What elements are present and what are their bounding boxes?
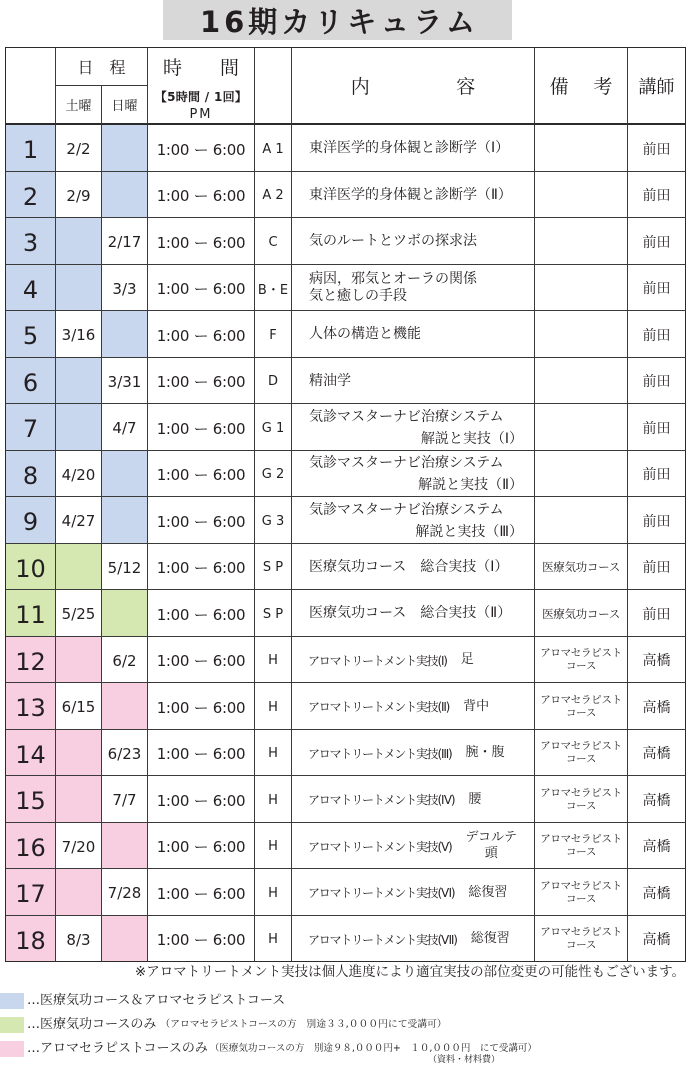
session-code: B・E: [255, 265, 292, 312]
session-content: [292, 730, 535, 777]
remarks-header: 備 考: [535, 48, 628, 125]
treatment-area-line: デコルテ: [465, 830, 517, 846]
session-time: 1:00 ー 6:00: [148, 404, 255, 451]
instructor-name: 高橋: [628, 869, 686, 916]
sunday-date: 6/23: [102, 730, 148, 777]
remarks-line: アロマセラピスト: [540, 926, 622, 939]
session-time: 1:00 ー 6:00: [148, 451, 255, 498]
session-content: [292, 544, 535, 591]
content-text-block: [309, 187, 512, 204]
content-line-2: 気と癒しの手段: [309, 288, 407, 305]
remarks-line: コース: [565, 846, 597, 859]
session-time: 1:00 ー 6:00: [148, 497, 255, 544]
saturday-date: [56, 869, 102, 916]
session-code: G 3: [255, 497, 292, 544]
content-title: アロマトリートメント実技(Ⅴ): [308, 839, 452, 854]
session-content: [292, 172, 535, 219]
instructor-name: 前田: [628, 590, 686, 637]
remarks-line: コース: [565, 892, 597, 905]
instructor-name: 前田: [628, 311, 686, 358]
time-header-label: 時 間: [162, 57, 239, 79]
saturday-date: 6/15: [56, 683, 102, 730]
instructor-name: 前田: [628, 125, 686, 172]
session-content: [292, 776, 535, 823]
saturday-date: [56, 730, 102, 777]
content-line-1: 医療気功コース 総合実技（Ⅱ）: [309, 605, 512, 622]
treatment-area: [463, 699, 489, 715]
legend-subnote: （資料・材料費）: [428, 1055, 501, 1065]
saturday-date: 4/20: [56, 451, 102, 498]
remarks-line: コース: [565, 753, 597, 766]
session-remarks: [535, 265, 628, 312]
sunday-date: [102, 916, 148, 963]
legend-label: …医療気功コース＆アロマセラピストコース: [27, 993, 286, 1008]
session-code: H: [255, 637, 292, 684]
treatment-area-line: 総復習: [468, 884, 508, 900]
session-number: 2: [6, 172, 56, 219]
session-remarks: [535, 637, 628, 684]
content-title: アロマトリートメント実技(Ⅳ): [308, 793, 455, 808]
sunday-date: [102, 497, 148, 544]
treatment-area: [466, 745, 505, 761]
session-remarks: [535, 218, 628, 265]
session-remarks: [535, 544, 628, 591]
instructor-name: 前田: [628, 404, 686, 451]
sunday-date: 2/17: [102, 218, 148, 265]
session-remarks: [535, 125, 628, 172]
session-content: [292, 823, 535, 870]
content-header: 内 容: [292, 48, 535, 125]
saturday-date: [56, 358, 102, 405]
saturday-date: 2/9: [56, 172, 102, 219]
session-content: [292, 311, 535, 358]
session-number: 15: [6, 776, 56, 823]
session-content: [292, 404, 535, 451]
legend-label: …アロマセラピストコースのみ: [27, 1041, 208, 1056]
session-code: H: [255, 823, 292, 870]
legend-item-qigong-only: [0, 1016, 447, 1033]
session-content: [292, 218, 535, 265]
session-time: 1:00 ー 6:00: [148, 823, 255, 870]
session-number: 7: [6, 404, 56, 451]
content-text-block: [309, 406, 534, 450]
treatment-area-line: 腰: [468, 791, 482, 807]
saturday-date: [56, 404, 102, 451]
legend-item-both-courses: [0, 992, 285, 1009]
remarks-line: コース: [565, 799, 597, 812]
session-number: 4: [6, 265, 56, 312]
session-code: S P: [255, 590, 292, 637]
content-title: アロマトリートメント実技(Ⅶ): [308, 932, 457, 947]
content-text-block: [309, 373, 351, 390]
session-number: 8: [6, 451, 56, 498]
sunday-date: [102, 172, 148, 219]
content-text-block: [309, 140, 509, 157]
session-time: 1:00 ー 6:00: [148, 125, 255, 172]
instructor-name: 前田: [628, 218, 686, 265]
saturday-date: [56, 218, 102, 265]
session-time: 1:00 ー 6:00: [148, 311, 255, 358]
sunday-date: [102, 590, 148, 637]
remarks-line: 医療気功コース: [542, 606, 620, 621]
treatment-area-line: 腕・腹: [465, 745, 505, 761]
curriculum-table: [5, 47, 686, 962]
content-line-1: 精油学: [309, 372, 351, 389]
session-time: 1:00 ー 6:00: [148, 683, 255, 730]
sunday-date: 3/31: [102, 358, 148, 405]
content-line-2: 解説と実技（Ⅲ）: [415, 523, 523, 540]
sunday-date: 3/3: [102, 265, 148, 312]
saturday-date: 8/3: [56, 916, 102, 963]
instructor-name: 前田: [628, 544, 686, 591]
instructor-header: 講師: [628, 48, 686, 125]
legend-swatch-green: [0, 1017, 24, 1033]
time-header-note: 【5時間 / 1回】: [154, 90, 248, 104]
session-remarks: [535, 776, 628, 823]
session-remarks: [535, 730, 628, 777]
sunday-date: [102, 451, 148, 498]
session-time: 1:00 ー 6:00: [148, 869, 255, 916]
content-line-2: 解説と実技（Ⅱ）: [418, 477, 523, 494]
sunday-date: 6/2: [102, 637, 148, 684]
session-number: 6: [6, 358, 56, 405]
session-content: [292, 358, 535, 405]
instructor-name: 高橋: [628, 823, 686, 870]
session-content: [292, 637, 535, 684]
sunday-date: [102, 311, 148, 358]
content-line-1: 医療気功コース 総合実技（Ⅰ）: [309, 558, 509, 575]
treatment-area-line: 背中: [463, 698, 490, 714]
session-number: 9: [6, 497, 56, 544]
remarks-line: コース: [565, 939, 597, 952]
sunday-date: [102, 125, 148, 172]
treatment-area: [468, 792, 481, 808]
code-header: [255, 48, 292, 125]
page-title: 16期カリキュラム: [163, 0, 512, 40]
instructor-name: 高橋: [628, 683, 686, 730]
sunday-date: 7/7: [102, 776, 148, 823]
content-text-block: [309, 605, 511, 622]
session-content: [292, 590, 535, 637]
treatment-area: [471, 931, 510, 947]
instructor-name: 高橋: [628, 730, 686, 777]
content-text-block: [309, 271, 477, 305]
content-text-block: [309, 233, 477, 250]
session-code: S P: [255, 544, 292, 591]
content-line-1: 東洋医学的身体観と診断学（Ⅱ）: [309, 186, 512, 203]
session-content: [292, 451, 535, 498]
instructor-name: 前田: [628, 265, 686, 312]
session-time: 1:00 ー 6:00: [148, 218, 255, 265]
content-text-block: [309, 559, 508, 576]
remarks-line: コース: [565, 706, 597, 719]
treatment-area-line: 足: [460, 652, 474, 668]
number-header: [6, 48, 56, 125]
remarks-line: アロマセラピスト: [540, 647, 622, 660]
treatment-area: [468, 885, 507, 901]
content-line-1: 気診マスターナビ治療システム: [309, 455, 504, 472]
sunday-date: 4/7: [102, 404, 148, 451]
instructor-name: 高橋: [628, 637, 686, 684]
session-content: [292, 683, 535, 730]
session-time: 1:00 ー 6:00: [148, 730, 255, 777]
session-number: 18: [6, 916, 56, 963]
session-code: H: [255, 916, 292, 963]
saturday-date: [56, 776, 102, 823]
session-code: A 2: [255, 172, 292, 219]
saturday-date: 3/16: [56, 311, 102, 358]
session-time: 1:00 ー 6:00: [148, 590, 255, 637]
session-remarks: [535, 916, 628, 963]
sunday-date: 5/12: [102, 544, 148, 591]
session-remarks: [535, 683, 628, 730]
content-line-1: 気診マスターナビ治療システム: [309, 408, 504, 425]
saturday-date: 4/27: [56, 497, 102, 544]
session-number: 14: [6, 730, 56, 777]
sunday-header: 日曜: [102, 86, 148, 125]
session-number: 16: [6, 823, 56, 870]
remarks-line: アロマセラピスト: [540, 740, 622, 753]
session-code: H: [255, 730, 292, 777]
saturday-header: 土曜: [56, 86, 102, 125]
session-number: 13: [6, 683, 56, 730]
session-code: C: [255, 218, 292, 265]
session-remarks: [535, 404, 628, 451]
content-title: アロマトリートメント実技(Ⅵ): [308, 886, 455, 901]
content-text-block: [309, 452, 534, 496]
saturday-date: 2/2: [56, 125, 102, 172]
session-code: F: [255, 311, 292, 358]
instructor-name: 前田: [628, 451, 686, 498]
content-line-1: 人体の構造と機能: [309, 326, 421, 343]
session-number: 11: [6, 590, 56, 637]
session-code: G 2: [255, 451, 292, 498]
session-remarks: [535, 172, 628, 219]
session-time: 1:00 ー 6:00: [148, 358, 255, 405]
session-time: 1:00 ー 6:00: [148, 172, 255, 219]
session-time: 1:00 ー 6:00: [148, 916, 255, 963]
footnote: ※アロマトリートメント実技は個人進度により適宜実技の部位変更の可能性もございます。: [134, 964, 685, 980]
session-number: 5: [6, 311, 56, 358]
legend-note: （医療気功コースの方 別途９８,０００円+ １０,０００円 にて受講可）: [209, 1043, 537, 1054]
saturday-date: [56, 637, 102, 684]
session-remarks: [535, 311, 628, 358]
remarks-line: アロマセラピスト: [540, 693, 622, 706]
session-content: [292, 265, 535, 312]
remarks-line: アロマセラピスト: [540, 833, 622, 846]
sunday-date: [102, 823, 148, 870]
saturday-date: 7/20: [56, 823, 102, 870]
legend-note: （アロマセラピストコースの方 別途３３,０００円にて受講可）: [160, 1019, 447, 1030]
content-line-2: 解説と実技（Ⅰ）: [420, 430, 523, 447]
remarks-line: コース: [565, 660, 597, 673]
legend-swatch-pink: [0, 1041, 24, 1057]
treatment-area-line: 総復習: [470, 931, 510, 947]
remarks-line: アロマセラピスト: [540, 879, 622, 892]
sunday-date: 7/28: [102, 869, 148, 916]
content-line-1: 気診マスターナビ治療システム: [309, 501, 504, 518]
session-code: D: [255, 358, 292, 405]
remarks-line: アロマセラピスト: [540, 786, 622, 799]
session-number: 12: [6, 637, 56, 684]
session-content: [292, 497, 535, 544]
instructor-name: 前田: [628, 172, 686, 219]
treatment-area: [465, 830, 516, 862]
treatment-area: [461, 652, 474, 668]
content-text-block: [309, 499, 534, 543]
instructor-name: 前田: [628, 358, 686, 405]
saturday-date: [56, 544, 102, 591]
instructor-name: 高橋: [628, 776, 686, 823]
time-header-pm: PM: [189, 107, 213, 122]
session-code: H: [255, 869, 292, 916]
session-number: 3: [6, 218, 56, 265]
instructor-name: 高橋: [628, 916, 686, 963]
instructor-name: 前田: [628, 497, 686, 544]
saturday-date: 5/25: [56, 590, 102, 637]
session-content: [292, 916, 535, 963]
session-code: H: [255, 776, 292, 823]
remarks-line: 医療気功コース: [542, 560, 620, 575]
content-title: アロマトリートメント実技(Ⅰ): [308, 653, 447, 668]
session-number: 17: [6, 869, 56, 916]
session-remarks: [535, 497, 628, 544]
session-content: [292, 125, 535, 172]
session-content: [292, 869, 535, 916]
session-remarks: [535, 590, 628, 637]
content-title: アロマトリートメント実技(Ⅲ): [308, 746, 452, 761]
session-remarks: [535, 823, 628, 870]
legend-label: …医療気功コースのみ: [27, 1017, 157, 1032]
time-header: [148, 48, 255, 125]
session-remarks: [535, 869, 628, 916]
legend-swatch-blue: [0, 993, 24, 1009]
sunday-date: [102, 683, 148, 730]
session-number: 10: [6, 544, 56, 591]
session-code: A 1: [255, 125, 292, 172]
saturday-date: [56, 265, 102, 312]
session-time: 1:00 ー 6:00: [148, 776, 255, 823]
content-line-1: 病因，邪気とオーラの関係: [309, 271, 477, 288]
content-line-1: 東洋医学的身体観と診断学（Ⅰ）: [309, 140, 510, 157]
content-line-1: 気のルートとツボの探求法: [309, 233, 477, 250]
session-code: G 1: [255, 404, 292, 451]
session-remarks: [535, 451, 628, 498]
content-text-block: [309, 326, 421, 343]
schedule-header: 日 程: [56, 48, 148, 86]
session-remarks: [535, 358, 628, 405]
session-time: 1:00 ー 6:00: [148, 637, 255, 684]
session-time: 1:00 ー 6:00: [148, 265, 255, 312]
session-number: 1: [6, 125, 56, 172]
content-title: アロマトリートメント実技(Ⅱ): [308, 700, 450, 715]
treatment-area-line: 頭: [484, 846, 498, 862]
session-time: 1:00 ー 6:00: [148, 544, 255, 591]
session-code: H: [255, 683, 292, 730]
